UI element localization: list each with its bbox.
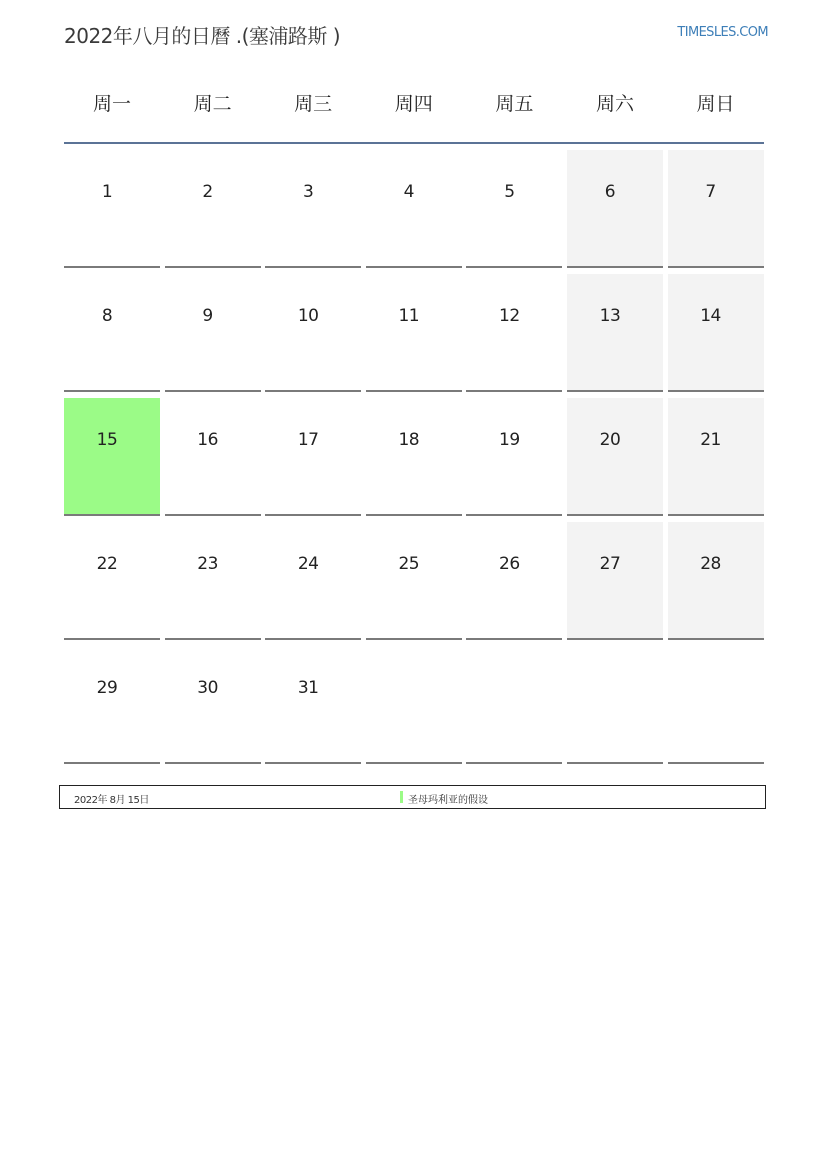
weekday-header-row: [64, 80, 764, 144]
day-number: 28: [700, 554, 721, 574]
day-cell[interactable]: [466, 150, 562, 268]
weekday-thursday: 周四: [394, 93, 433, 115]
day-number: 21: [700, 430, 721, 450]
weekday-sunday: 周日: [696, 93, 735, 115]
legend-date: 2022年 8月 15日: [74, 795, 149, 806]
weekday-friday: 周五: [495, 93, 534, 115]
day-cell[interactable]: [466, 398, 562, 516]
day-cell[interactable]: [366, 522, 462, 640]
day-number: 27: [599, 554, 621, 574]
day-cell[interactable]: [64, 646, 160, 764]
week-row: [64, 274, 764, 392]
day-cell[interactable]: [165, 150, 261, 268]
day-cell[interactable]: [567, 274, 663, 392]
day-number: 17: [297, 430, 319, 450]
weekday-tuesday: 周二: [193, 93, 232, 115]
day-number: 10: [297, 306, 319, 326]
day-number: 24: [297, 554, 319, 574]
day-cell[interactable]: [668, 522, 764, 640]
day-cell[interactable]: [265, 522, 361, 640]
day-number: 15: [96, 430, 118, 450]
week-row: [64, 522, 764, 640]
day-number: 5: [504, 182, 515, 202]
day-number: 19: [499, 430, 520, 450]
day-number: 22: [96, 554, 118, 574]
weekday-monday: 周一: [92, 93, 131, 115]
day-cell[interactable]: [366, 274, 462, 392]
day-cell[interactable]: [567, 150, 663, 268]
day-number: 18: [398, 430, 420, 450]
week-row: [64, 150, 764, 268]
weekday-wednesday: 周三: [294, 93, 333, 115]
day-cell[interactable]: [466, 522, 562, 640]
day-cell[interactable]: [64, 398, 160, 516]
day-cell[interactable]: [64, 274, 160, 392]
day-number: 9: [202, 306, 213, 326]
site-link[interactable]: TIMESLES.COM: [677, 25, 768, 40]
day-number: 29: [96, 678, 118, 698]
day-number: 4: [403, 182, 414, 202]
day-cell[interactable]: [265, 398, 361, 516]
day-number: 12: [499, 306, 520, 326]
week-row: [64, 646, 764, 764]
day-cell[interactable]: [466, 274, 562, 392]
day-cell[interactable]: [265, 274, 361, 392]
day-number: 14: [700, 306, 721, 326]
day-cell[interactable]: [567, 398, 663, 516]
empty-day-cell: [668, 646, 764, 764]
day-cell[interactable]: [165, 646, 261, 764]
week-row: [64, 398, 764, 516]
empty-day-cell: [567, 646, 663, 764]
day-number: 3: [303, 182, 314, 202]
day-cell[interactable]: [668, 150, 764, 268]
day-cell[interactable]: [668, 398, 764, 516]
holiday-legend: [59, 785, 766, 809]
day-cell[interactable]: [165, 522, 261, 640]
day-cell[interactable]: [165, 274, 261, 392]
day-cell[interactable]: [668, 274, 764, 392]
day-number: 11: [398, 306, 420, 326]
empty-day-cell: [466, 646, 562, 764]
day-cell[interactable]: [265, 150, 361, 268]
day-cell[interactable]: [165, 398, 261, 516]
day-number: 20: [599, 430, 621, 450]
day-number: 6: [604, 182, 616, 202]
holiday-color-marker: [400, 791, 403, 803]
day-number: 23: [197, 554, 218, 574]
legend-holiday-name: 圣母玛利亚的假设: [408, 795, 488, 806]
day-number: 30: [197, 678, 218, 698]
day-number: 31: [297, 678, 319, 698]
weeks-container: [64, 150, 764, 764]
day-cell[interactable]: [64, 522, 160, 640]
day-cell[interactable]: [366, 398, 462, 516]
page-title: 2022年八月的日曆 .(塞浦路斯 ): [64, 24, 341, 48]
day-number: 25: [398, 554, 420, 574]
day-cell[interactable]: [366, 150, 462, 268]
day-number: 1: [101, 182, 113, 202]
day-number: 13: [599, 306, 621, 326]
day-cell[interactable]: [64, 150, 160, 268]
day-number: 16: [197, 430, 218, 450]
day-number: 26: [499, 554, 520, 574]
day-number: 7: [705, 182, 716, 202]
day-cell[interactable]: [265, 646, 361, 764]
day-number: 2: [202, 182, 213, 202]
empty-day-cell: [366, 646, 462, 764]
day-cell[interactable]: [567, 522, 663, 640]
weekday-saturday: 周六: [595, 93, 634, 115]
day-number: 8: [101, 306, 113, 326]
calendar-grid: [64, 80, 764, 764]
